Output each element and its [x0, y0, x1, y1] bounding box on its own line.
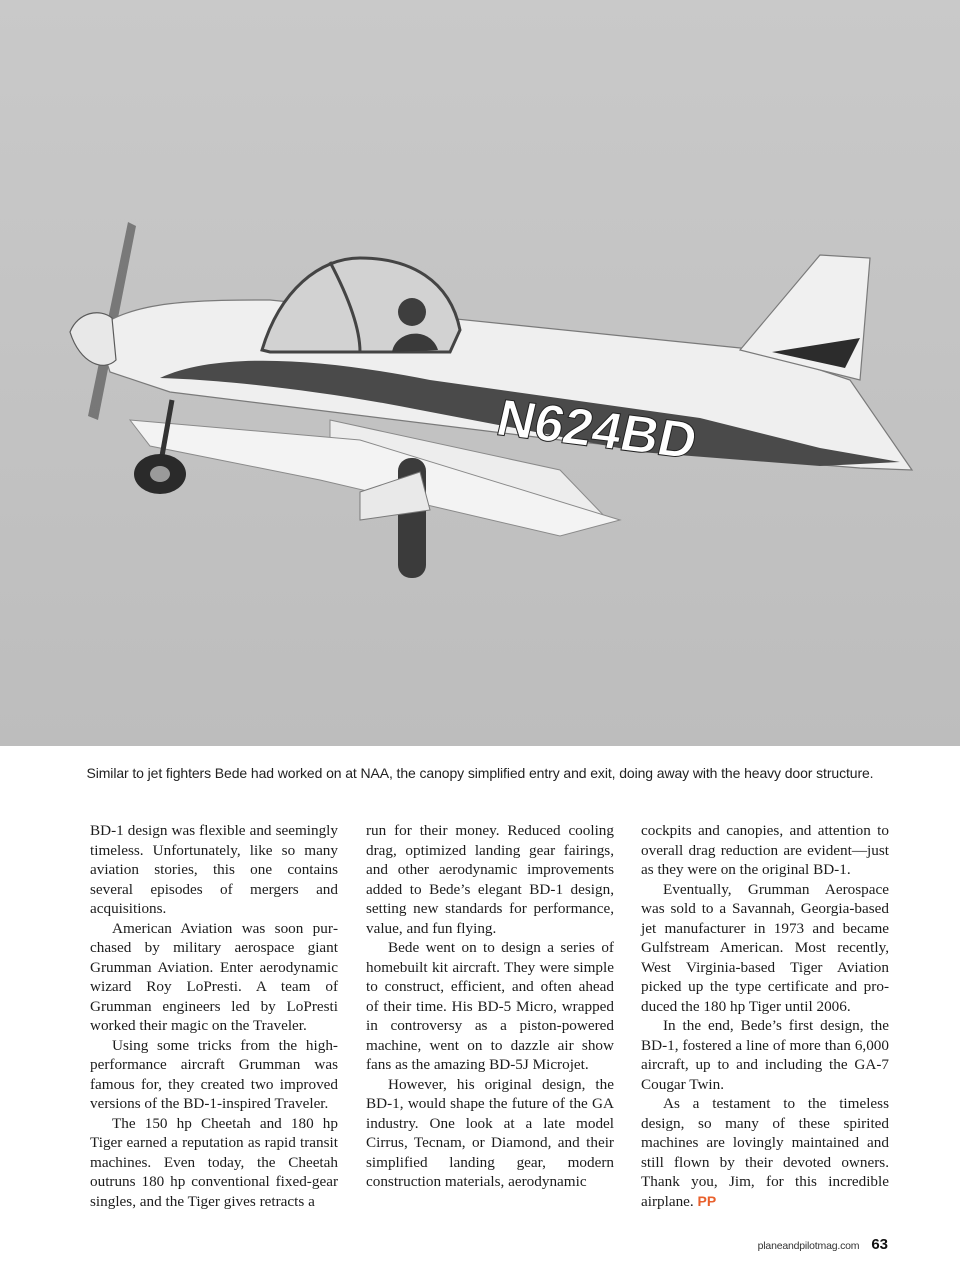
footer-site: planeandpilotmag.com — [757, 1240, 860, 1252]
paragraph: cockpits and canopies, and attention to overall drag reduction are evident—just as they were on the original BD-1. — [641, 822, 889, 878]
paragraph-final — [641, 1094, 889, 1211]
paragraph: Bede went on to design a series of homebuilt kit aircraft. They were simple to construct, efficient, and often ahead of their time. His BD-5 Micro, wrapped in controversy as a piston-powered machine, went on to dazzle air show fans as the amazing BD-5J Microjet. — [366, 939, 614, 1073]
paragraph: Eventually, Grumman Aerospace was sold to a Savannah, Georgia-based jet manufacturer in 1973 and became Gulfstream American. Most recently, West Virginia-based Tiger Aviation picked up the type certificate and produced the 180 hp Tiger until 2006. — [641, 880, 889, 1015]
registration-marking: N624BD — [491, 389, 703, 471]
text-column-1 — [90, 821, 338, 1211]
paragraph-text: As a testament to the timeless design, so many of these spirited machines are lovingly maintained and still flown by their devoted owners. Thank you, Jim, for this incredible airplane. — [641, 1095, 889, 1210]
end-mark: PP — [697, 1192, 717, 1209]
paragraph: BD-1 design was flexible and seemingly timeless. Unfortunately, like so many aviation stories, this one contains several episodes of mergers and acquisitions. — [90, 822, 338, 917]
paragraph: run for their money. Reduced cooling drag, optimized landing gear fairings, and other aerodynamic improvements added to Bede’s elegant BD-1 design, setting new standards for performance, value, and fun flying. — [366, 822, 614, 937]
paragraph: However, his original design, the BD-1, would shape the future of the GA industry. One look at a late model Cirrus, Tecnam, or Diamond, and their simplified landing gear, modern construction materials, aerodynamic — [366, 1075, 614, 1190]
paragraph: The 150 hp Cheetah and 180 hp Tiger earned a reputation as rapid transit machines. Even today, the Cheetah outruns 180 hp conventional fixed-gear singles, and the Tiger gives retracts a — [90, 1114, 338, 1210]
text-column-2 — [366, 821, 614, 1192]
paragraph: American Aviation was soon purchased by military aerospace giant Grumman Aviation. Enter aerodynamic wizard Roy LoPresti. A team of Grumman engineers led by LoPresti worked their magic on the Traveler. — [90, 919, 338, 1034]
page-footer — [758, 1236, 888, 1253]
page-number: 63 — [871, 1236, 888, 1253]
paragraph: In the end, Bede’s first design, the BD-1, fostered a line of more than 6,000 aircraft, up to and including the GA-7 Cougar Twin. — [641, 1017, 889, 1093]
photo-caption: Similar to jet fighters Bede had worked on at NAA, the canopy simplified entry and exit, doing away with the heavy door structure. — [86, 765, 874, 781]
text-column-3 — [641, 821, 889, 1211]
paragraph: Using some tricks from the high-performance aircraft Grumman was famous for, they created two improved versions of the BD-1-inspired Traveler. — [90, 1036, 338, 1112]
